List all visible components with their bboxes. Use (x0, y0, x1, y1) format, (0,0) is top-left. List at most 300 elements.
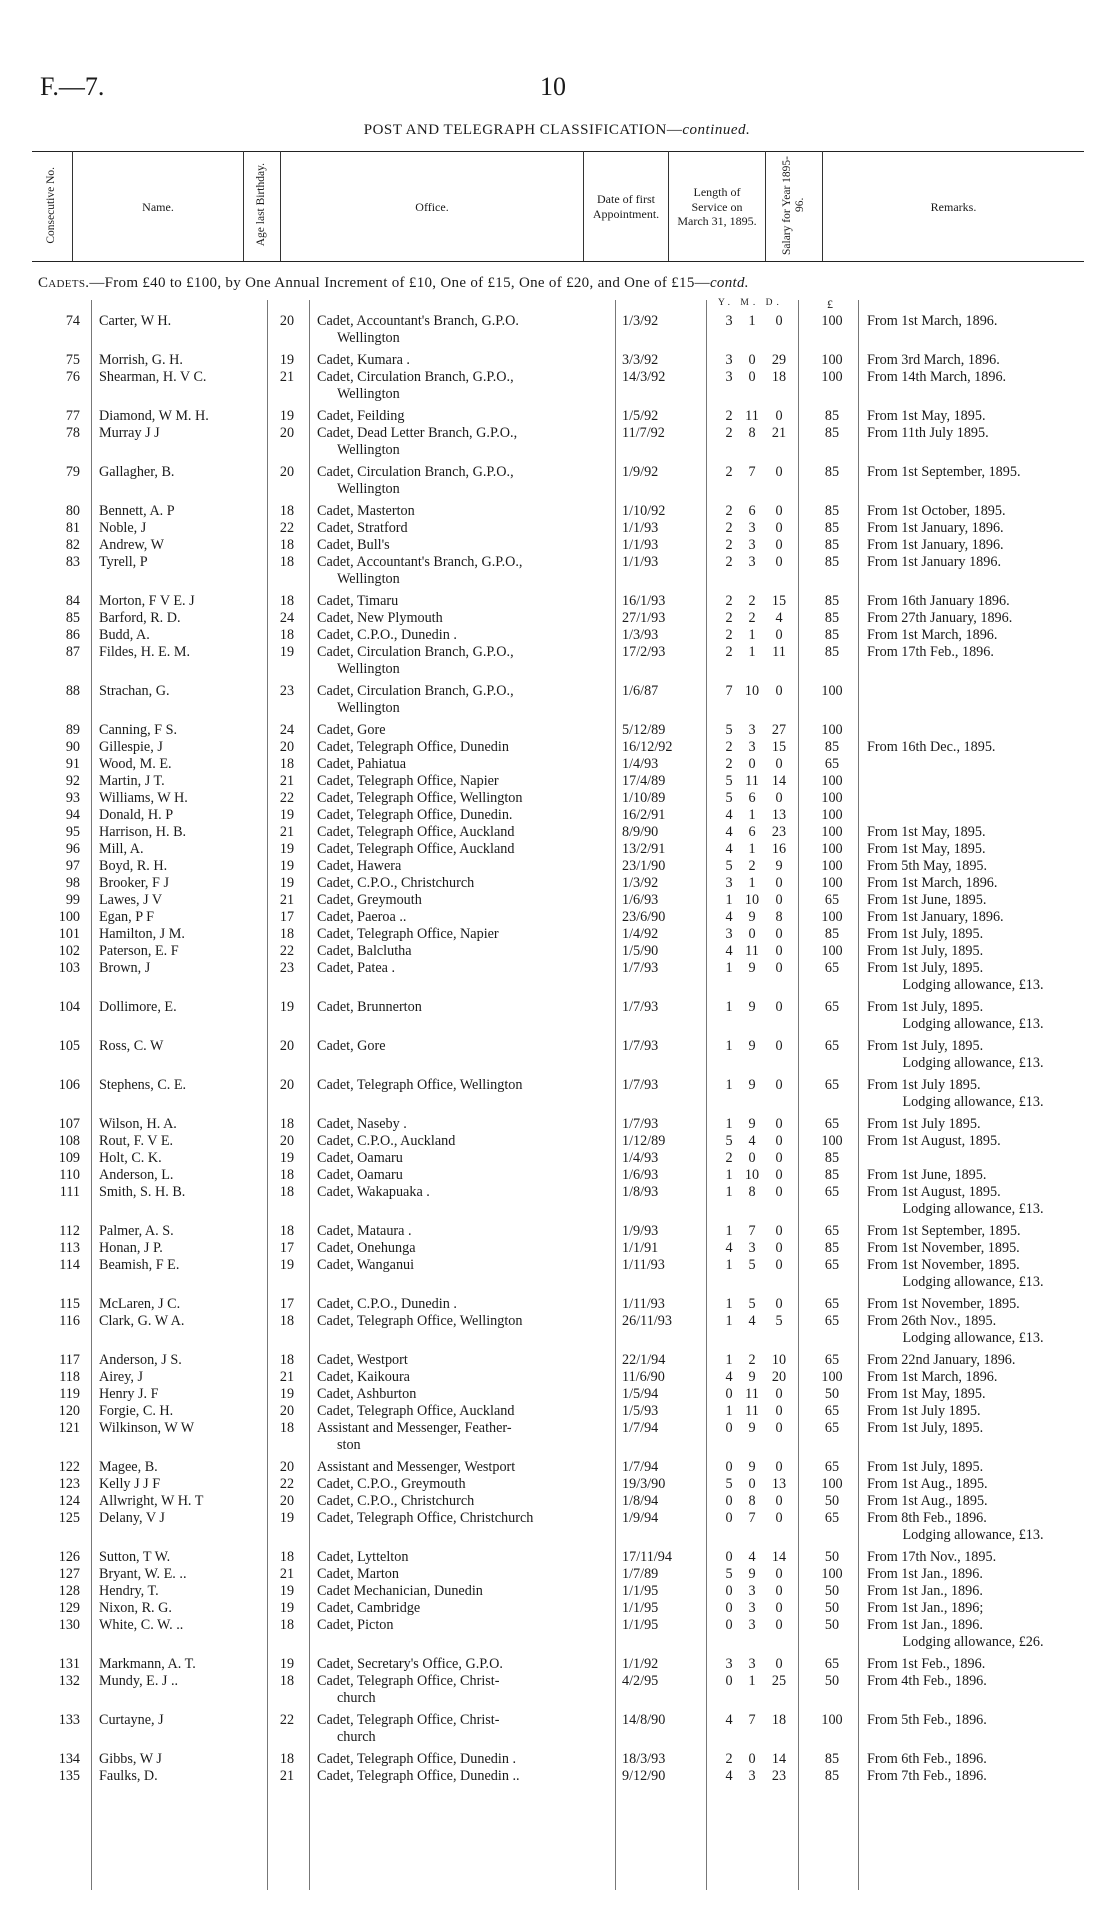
row-date: 23/1/90 (622, 858, 666, 874)
row-name: Williams, W H. (99, 790, 188, 806)
row-months: 1 (748, 875, 756, 891)
row-years: 1 (725, 1223, 733, 1239)
row-years: 1 (725, 1167, 733, 1183)
row-years: 2 (725, 1751, 733, 1767)
row-salary: 85 (824, 503, 840, 519)
row-number: 104 (58, 999, 80, 1015)
row-years: 0 (725, 1600, 733, 1616)
row-age: 22 (279, 943, 295, 959)
row-remarks (867, 1617, 1079, 1651)
row-name: Sutton, T W. (99, 1549, 171, 1565)
row-years: 1 (725, 1403, 733, 1419)
row-days: 0 (775, 926, 783, 942)
row-number: 83 (65, 554, 80, 570)
row-months: 6 (748, 790, 756, 806)
row-days: 0 (775, 1420, 783, 1436)
row-days: 0 (775, 1223, 783, 1239)
row-name: Gillespie, J (99, 739, 163, 755)
row-salary: 100 (821, 1566, 843, 1582)
row-months: 3 (748, 722, 756, 738)
row-months: 3 (748, 1240, 756, 1256)
row-months: 9 (748, 1116, 756, 1132)
row-number: 120 (58, 1403, 80, 1419)
row-years: 4 (725, 1240, 733, 1256)
row-days: 0 (775, 1240, 783, 1256)
row-date: 1/4/92 (622, 926, 659, 942)
row-years: 4 (725, 1768, 733, 1784)
row-age: 18 (279, 756, 295, 772)
row-number: 81 (65, 520, 80, 536)
row-days: 0 (775, 1386, 783, 1402)
row-number: 85 (65, 610, 80, 626)
row-remarks: From 1st Jan., 1896. (867, 1566, 983, 1582)
row-name: Wilson, H. A. (99, 1116, 177, 1132)
row-salary: 65 (824, 1352, 840, 1368)
row-salary: 85 (824, 739, 840, 755)
row-days: 0 (775, 1583, 783, 1599)
row-office (317, 1420, 612, 1454)
row-number: 113 (59, 1240, 80, 1256)
row-age: 18 (279, 554, 295, 570)
row-number: 79 (65, 464, 80, 480)
row-date: 13/2/91 (622, 841, 666, 857)
row-office: Cadet, Telegraph Office, Christchurch (317, 1510, 534, 1526)
row-name: Anderson, J S. (99, 1352, 182, 1368)
row-remarks: From 1st November, 1895. (867, 1240, 1020, 1256)
row-date: 1/5/90 (622, 943, 659, 959)
row-office: Cadet, Gore (317, 722, 386, 738)
row-remarks (867, 1510, 1079, 1544)
row-number: 118 (59, 1369, 80, 1385)
row-years: 2 (725, 644, 733, 660)
row-months: 0 (748, 369, 756, 385)
row-salary: 85 (824, 520, 840, 536)
row-date: 1/9/94 (622, 1510, 659, 1526)
row-days: 4 (775, 610, 783, 626)
row-salary: 100 (821, 352, 843, 368)
row-office: Cadet, Oamaru (317, 1150, 403, 1166)
row-days: 5 (775, 1313, 783, 1329)
row-name: Mill, A. (99, 841, 144, 857)
row-months: 0 (748, 352, 756, 368)
row-date: 1/6/93 (622, 892, 659, 908)
row-years: 0 (725, 1459, 733, 1475)
row-office: Cadet, Westport (317, 1352, 408, 1368)
row-days: 27 (771, 722, 787, 738)
row-number: 105 (58, 1038, 80, 1054)
row-remarks-line: From 1st July, 1895. (867, 999, 984, 1015)
row-office: Cadet, Gore (317, 1038, 386, 1054)
row-number: 76 (65, 369, 80, 385)
row-days: 0 (775, 503, 783, 519)
row-salary: 65 (824, 1223, 840, 1239)
row-name: Wilkinson, W W (99, 1420, 195, 1436)
row-name: Noble, J (99, 520, 147, 536)
row-office-continued: Wellington (337, 661, 400, 677)
row-name: Faulks, D. (99, 1768, 158, 1784)
row-days: 23 (771, 824, 787, 840)
row-number: 116 (59, 1313, 80, 1329)
row-date: 1/1/92 (622, 1656, 659, 1672)
row-name: Donald, H. P (99, 807, 174, 823)
row-number: 103 (58, 960, 80, 976)
row-age: 21 (279, 1566, 295, 1582)
row-number: 108 (58, 1133, 80, 1149)
row-name: Harrison, H. B. (99, 824, 187, 840)
row-number: 77 (65, 408, 80, 424)
row-date: 1/12/89 (622, 1133, 666, 1149)
row-name: Henry J. F (99, 1386, 159, 1402)
row-age: 20 (279, 739, 295, 755)
row-age: 19 (279, 1150, 295, 1166)
row-age: 17 (279, 909, 295, 925)
row-days: 0 (775, 408, 783, 424)
row-days: 25 (771, 1673, 787, 1689)
row-age: 19 (279, 1257, 295, 1273)
col-name: Name. (73, 152, 244, 262)
row-remarks-allowance: Lodging allowance, £13. (902, 1094, 1044, 1110)
row-years: 0 (725, 1583, 733, 1599)
row-months: 7 (748, 1223, 756, 1239)
row-days: 0 (775, 875, 783, 891)
row-date: 1/10/89 (622, 790, 666, 806)
row-date: 1/1/91 (622, 1240, 659, 1256)
row-age: 20 (279, 1038, 295, 1054)
row-date: 18/3/93 (622, 1751, 666, 1767)
row-months: 7 (748, 464, 756, 480)
row-months: 10 (744, 1167, 760, 1183)
row-number: 86 (65, 627, 80, 643)
row-days: 9 (775, 858, 783, 874)
row-remarks: From 5th Feb., 1896. (867, 1712, 987, 1728)
row-office: Cadet, Kumara . (317, 352, 410, 368)
row-office: Cadet, Bull's (317, 537, 390, 553)
row-months: 9 (748, 1038, 756, 1054)
row-months: 3 (748, 739, 756, 755)
row-years: 2 (725, 756, 733, 772)
row-name: Airey, J (99, 1369, 143, 1385)
row-salary: 100 (821, 683, 843, 699)
row-office: Cadet, C.P.O., Christchurch (317, 875, 475, 891)
row-remarks: From 1st June, 1895. (867, 1167, 987, 1183)
row-name: Mundy, E. J .. (99, 1673, 179, 1689)
row-remarks-line: From 8th Feb., 1896. (867, 1510, 987, 1526)
row-office: Cadet, C.P.O., Auckland (317, 1133, 456, 1149)
row-months: 11 (745, 943, 759, 959)
row-age: 18 (279, 503, 295, 519)
row-months: 3 (748, 1656, 756, 1672)
row-name: Diamond, W M. H. (99, 408, 209, 424)
row-office (317, 1712, 612, 1746)
row-date: 1/9/93 (622, 1223, 659, 1239)
row-months: 8 (748, 425, 756, 441)
row-years: 2 (725, 537, 733, 553)
row-office: Cadet, Feilding (317, 408, 405, 424)
row-months: 0 (748, 926, 756, 942)
row-office: Cadet, Telegraph Office, Wellington (317, 1077, 523, 1093)
row-salary: 100 (821, 807, 843, 823)
row-name: Murray J J (99, 425, 160, 441)
row-months: 1 (748, 841, 756, 857)
row-remarks: From 4th Feb., 1896. (867, 1673, 987, 1689)
row-age: 20 (279, 1077, 295, 1093)
row-name: Fildes, H. E. M. (99, 644, 191, 660)
row-office-continued: Wellington (337, 386, 400, 402)
row-years: 1 (725, 1313, 733, 1329)
row-months: 9 (748, 960, 756, 976)
row-remarks: From 1st August, 1895. (867, 1133, 1001, 1149)
row-office: Cadet, New Plymouth (317, 610, 443, 626)
row-days: 0 (775, 1566, 783, 1582)
row-office: Cadet, Hawera (317, 858, 402, 874)
row-days: 0 (775, 1167, 783, 1183)
document-code: F.—7. (40, 72, 105, 101)
row-years: 1 (725, 999, 733, 1015)
row-number: 92 (65, 773, 80, 789)
row-years: 2 (725, 408, 733, 424)
row-office-line: Cadet, Circulation Branch, G.P.O., (317, 464, 514, 480)
column-rule (706, 300, 707, 1890)
row-name: Holt, C. K. (99, 1150, 162, 1166)
row-salary: 65 (824, 1459, 840, 1475)
row-remarks: From 1st Aug., 1895. (867, 1476, 988, 1492)
row-office: Cadet, Balclutha (317, 943, 412, 959)
row-name: Curtayne, J (99, 1712, 164, 1728)
row-days: 0 (775, 892, 783, 908)
row-years: 4 (725, 824, 733, 840)
row-days: 20 (771, 1369, 787, 1385)
row-years: 1 (725, 1116, 733, 1132)
row-remarks-allowance: Lodging allowance, £13. (902, 1330, 1044, 1346)
row-date: 1/1/95 (622, 1617, 659, 1633)
row-office: Cadet Mechanician, Dunedin (317, 1583, 483, 1599)
row-months: 2 (748, 858, 756, 874)
row-office: Cadet, Telegraph Office, Wellington (317, 1313, 523, 1329)
row-salary: 65 (824, 1420, 840, 1436)
row-age: 19 (279, 1386, 295, 1402)
row-years: 4 (725, 807, 733, 823)
row-office: Cadet, Naseby . (317, 1116, 407, 1132)
row-number: 102 (58, 943, 80, 959)
row-days: 0 (775, 1403, 783, 1419)
row-age: 21 (279, 369, 295, 385)
row-number: 132 (58, 1673, 80, 1689)
row-age: 24 (279, 722, 295, 738)
row-office: Cadet, C.P.O., Christchurch (317, 1493, 475, 1509)
row-age: 22 (279, 1712, 295, 1728)
row-age: 18 (279, 593, 295, 609)
row-months: 1 (748, 313, 756, 329)
row-years: 2 (725, 464, 733, 480)
row-months: 11 (745, 773, 759, 789)
row-salary: 65 (824, 1116, 840, 1132)
row-name: Carter, W H. (99, 313, 172, 329)
row-years: 4 (725, 1369, 733, 1385)
row-months: 6 (748, 824, 756, 840)
row-number: 131 (58, 1656, 80, 1672)
row-name: Forgie, C. H. (99, 1403, 174, 1419)
row-months: 0 (748, 1751, 756, 1767)
row-remarks: From 1st Aug., 1895. (867, 1493, 988, 1509)
row-office: Cadet, Telegraph Office, Napier (317, 926, 499, 942)
row-days: 14 (771, 1549, 787, 1565)
row-number: 112 (59, 1223, 80, 1239)
row-years: 1 (725, 1352, 733, 1368)
row-number: 127 (58, 1566, 80, 1582)
row-name: Anderson, L. (99, 1167, 174, 1183)
row-years: 2 (725, 739, 733, 755)
row-name: Brooker, F J (99, 875, 169, 891)
row-remarks-line: From 1st Jan., 1896. (867, 1617, 983, 1633)
row-date: 5/12/89 (622, 722, 666, 738)
row-salary: 85 (824, 1150, 840, 1166)
row-date: 1/7/93 (622, 1116, 659, 1132)
row-remarks-line: From 1st August, 1895. (867, 1184, 1001, 1200)
row-age: 19 (279, 644, 295, 660)
row-remarks: From 1st May, 1895. (867, 1386, 986, 1402)
row-office: Cadet, Oamaru (317, 1167, 403, 1183)
row-remarks-allowance: Lodging allowance, £13. (902, 977, 1044, 993)
row-remarks: From 1st March, 1896. (867, 875, 998, 891)
row-remarks-allowance: Lodging allowance, £13. (902, 1016, 1044, 1032)
row-years: 3 (725, 926, 733, 942)
row-office-line: Cadet, Accountant's Branch, G.P.O. (317, 313, 519, 329)
row-remarks-allowance: Lodging allowance, £13. (902, 1274, 1044, 1290)
row-age: 23 (279, 960, 295, 976)
row-number: 128 (58, 1583, 80, 1599)
row-months: 5 (748, 1257, 756, 1273)
row-days: 8 (775, 909, 783, 925)
row-remarks: From 1st October, 1895. (867, 503, 1006, 519)
row-remarks-allowance: Lodging allowance, £13. (902, 1527, 1044, 1543)
row-salary: 65 (824, 1403, 840, 1419)
row-number: 96 (65, 841, 80, 857)
row-years: 3 (725, 352, 733, 368)
row-age: 19 (279, 841, 295, 857)
row-number: 125 (58, 1510, 80, 1526)
row-office: Cadet, Pahiatua (317, 756, 407, 772)
row-remarks: From 1st January, 1896. (867, 520, 1004, 536)
row-remarks: From 1st July, 1895. (867, 926, 984, 942)
row-age: 20 (279, 1133, 295, 1149)
row-number: 110 (59, 1167, 80, 1183)
title-suffix: continued. (682, 122, 751, 138)
row-remarks: From 27th January, 1896. (867, 610, 1013, 626)
row-salary: 85 (824, 627, 840, 643)
row-remarks: From 16th January 1896. (867, 593, 1010, 609)
row-salary: 100 (821, 1133, 843, 1149)
row-name: Paterson, E. F (99, 943, 179, 959)
row-years: 2 (725, 503, 733, 519)
row-office: Cadet, C.P.O., Dunedin . (317, 1296, 457, 1312)
row-salary: 50 (824, 1617, 840, 1633)
row-office-continued: Wellington (337, 330, 400, 346)
row-date: 1/7/89 (622, 1566, 659, 1582)
row-number: 98 (65, 875, 80, 891)
row-salary: 50 (824, 1386, 840, 1402)
row-months: 4 (748, 1133, 756, 1149)
row-date: 1/4/93 (622, 756, 659, 772)
row-number: 117 (59, 1352, 80, 1368)
row-years: 3 (725, 1656, 733, 1672)
row-date: 27/1/93 (622, 610, 666, 626)
row-remarks (867, 1077, 1079, 1111)
row-name: Beamish, F E. (99, 1257, 180, 1273)
row-months: 0 (748, 1150, 756, 1166)
row-date: 1/11/93 (622, 1257, 665, 1273)
row-name: Bryant, W. E. .. (99, 1566, 187, 1582)
row-office: Cadet, Telegraph Office, Dunedin (317, 739, 509, 755)
row-months: 3 (748, 554, 756, 570)
row-remarks (867, 960, 1079, 994)
row-name: Stephens, C. E. (99, 1077, 187, 1093)
row-days: 18 (771, 1712, 787, 1728)
row-name: Martin, J T. (99, 773, 165, 789)
row-months: 11 (745, 1386, 759, 1402)
row-office: Cadet, Telegraph Office, Napier (317, 773, 499, 789)
row-date: 14/3/92 (622, 369, 666, 385)
row-months: 9 (748, 1420, 756, 1436)
row-salary: 50 (824, 1583, 840, 1599)
row-remarks: From 11th July 1895. (867, 425, 989, 441)
column-rule (798, 300, 799, 1890)
row-name: Palmer, A. S. (99, 1223, 174, 1239)
row-name: Smith, S. H. B. (99, 1184, 186, 1200)
row-months: 10 (744, 892, 760, 908)
row-office: Cadet, C.P.O., Greymouth (317, 1476, 466, 1492)
row-years: 3 (725, 875, 733, 891)
row-date: 1/3/92 (622, 313, 659, 329)
row-number: 84 (65, 593, 80, 609)
row-office-continued: Wellington (337, 700, 400, 716)
row-date: 1/7/93 (622, 999, 659, 1015)
row-days: 0 (775, 627, 783, 643)
row-date: 11/7/92 (622, 425, 665, 441)
row-age: 19 (279, 1656, 295, 1672)
row-months: 11 (745, 1403, 759, 1419)
row-years: 7 (725, 683, 733, 699)
row-months: 9 (748, 909, 756, 925)
row-date: 1/4/93 (622, 1150, 659, 1166)
row-age: 21 (279, 1369, 295, 1385)
row-number: 122 (58, 1459, 80, 1475)
row-salary: 85 (824, 464, 840, 480)
row-age: 20 (279, 425, 295, 441)
row-age: 19 (279, 858, 295, 874)
row-age: 17 (279, 1240, 295, 1256)
row-months: 11 (745, 408, 759, 424)
row-office: Cadet, Marton (317, 1566, 399, 1582)
row-date: 23/6/90 (622, 909, 666, 925)
row-salary: 65 (824, 960, 840, 976)
row-date: 4/2/95 (622, 1673, 659, 1689)
row-salary: 100 (821, 313, 843, 329)
row-remarks: From 1st November, 1895. (867, 1296, 1020, 1312)
row-office-continued: Wellington (337, 571, 400, 587)
row-office (317, 369, 612, 403)
row-age: 21 (279, 824, 295, 840)
row-days: 0 (775, 1656, 783, 1672)
row-number: 100 (58, 909, 80, 925)
row-office-line: Cadet, Telegraph Office, Christ- (317, 1712, 500, 1728)
row-name: Delany, V J (99, 1510, 165, 1526)
row-days: 0 (775, 1150, 783, 1166)
row-remarks: From 17th Nov., 1895. (867, 1549, 997, 1565)
row-date: 1/7/94 (622, 1420, 659, 1436)
row-days: 0 (775, 1617, 783, 1633)
row-days: 0 (775, 1116, 783, 1132)
row-months: 1 (748, 644, 756, 660)
